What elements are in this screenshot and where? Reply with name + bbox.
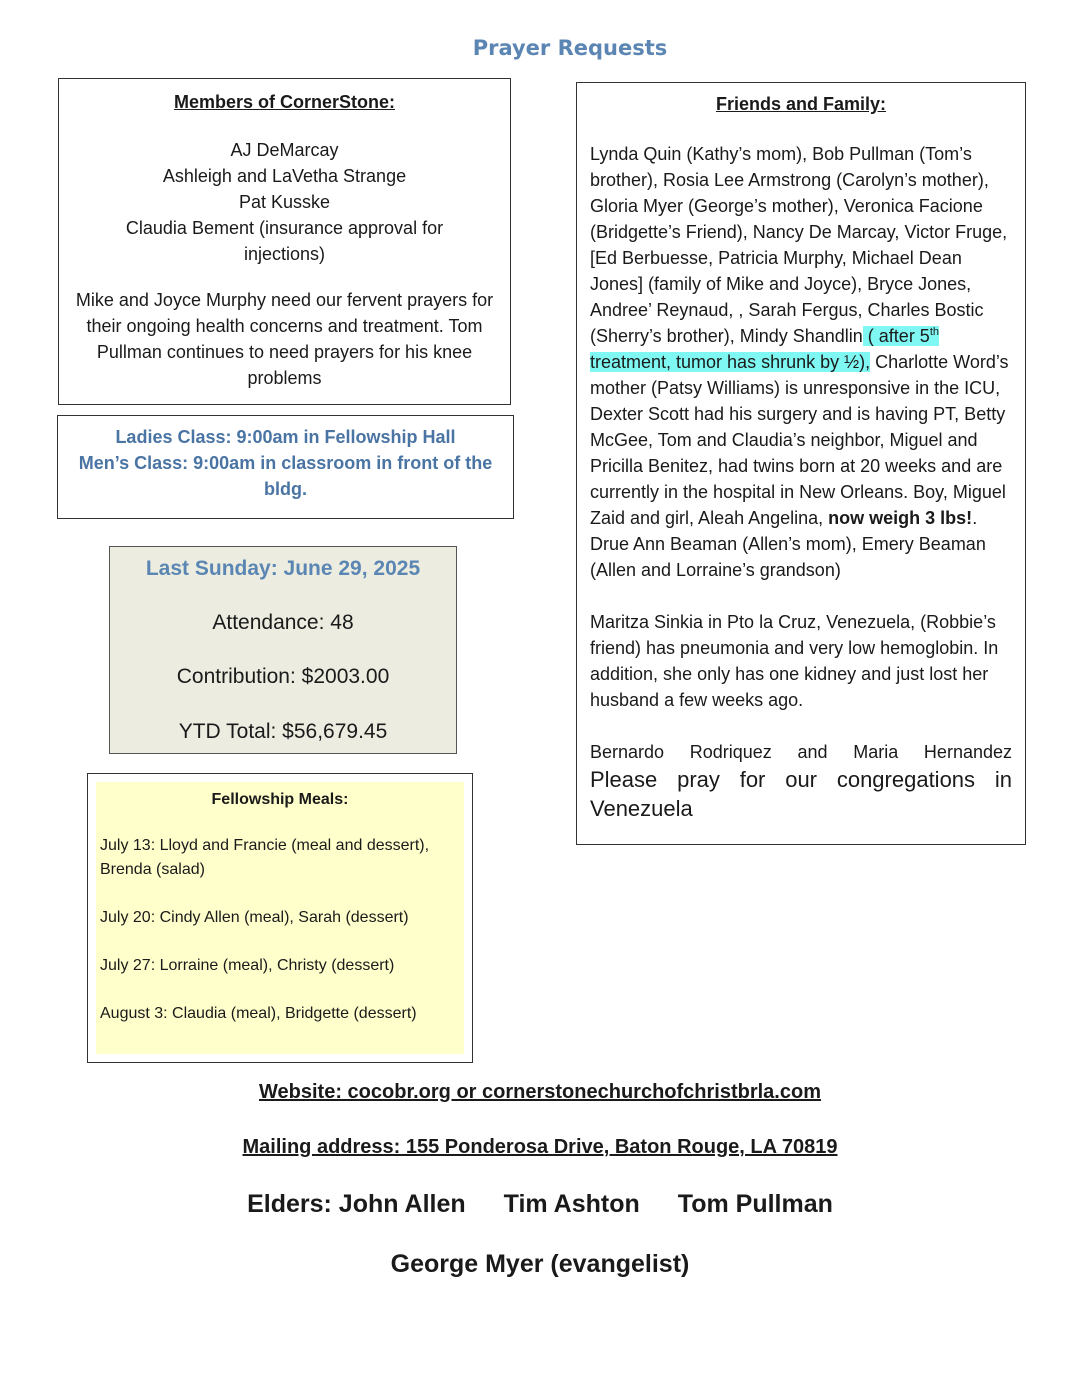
friends-paragraph-3: Bernardo Rodriquez and Maria Hernandez — [590, 742, 1012, 762]
meal-item: July 20: Cindy Allen (meal), Sarah (dessert) — [100, 909, 409, 926]
member-name: Claudia Bement (insurance approval for injections) — [125, 218, 444, 264]
friends-text: . Drue Ann Beaman (Allen’s mom), Emery Beaman (Allen and Lorraine’s grandson) — [590, 508, 986, 580]
friends-heading: Friends and Family: — [715, 94, 887, 114]
meals-heading: Fellowship Meals: — [211, 791, 349, 808]
ladies-class: Ladies Class: 9:00am in Fellowship Hall — [115, 427, 456, 447]
attendance: Attendance: 48 — [212, 611, 354, 634]
elder-name: Tom Pullman — [677, 1190, 833, 1218]
friends-paragraph-2: Maritza Sinkia in Pto la Cruz, Venezuela, (Robbie’s friend) has pneumonia and very low hemoglobin. In addition, she only has one kidney and just lost her husband a few weeks ago. — [590, 612, 999, 710]
members-paragraph: Mike and Joyce Murphy need our fervent prayers for their ongoing health concerns and treatment. Tom Pullman continues to need prayers for his knee problems — [75, 290, 494, 388]
member-name: Pat Kusske — [238, 192, 331, 212]
friends-paragraph — [590, 141, 1012, 583]
member-name: AJ DeMarcay — [230, 140, 339, 160]
members-box — [58, 78, 511, 405]
members-list — [71, 137, 498, 267]
website-line: Website: cocobr.org or cornerstonechurchofchristbrla.com — [259, 1081, 821, 1103]
last-sunday-date: Last Sunday: June 29, 2025 — [145, 557, 421, 580]
member-name: Ashleigh and LaVetha Strange — [162, 166, 407, 186]
friends-text: Lynda Quin (Kathy’s mom), Bob Pullman (Tom’s brother), Rosia Lee Armstrong (Carolyn’s mother), Gloria Myer (George’s mother), Veronica Facione (Bridgette’s Friend), Nancy De Marcay, Victor Fruge, [Ed Berbuesse, Patricia Murphy, Michael Dean Jones] (family of Mike and Joyce), Bryce Jones, Andree’ Reynaud, , Sarah Fergus, Charles Bostic (Sherry’s brother), Mindy Shandlin — [590, 144, 1008, 346]
highlighted-update: ( after 5th treatment, tumor has shrunk by ½), — [590, 326, 940, 372]
page-title: Prayer Requests — [472, 36, 668, 60]
members-heading: Members of CornerStone: — [173, 92, 396, 112]
fellowship-meals-box — [87, 773, 473, 1063]
meal-item: July 27: Lorraine (meal), Christy (dessert) — [100, 957, 395, 974]
friends-family-box — [576, 82, 1026, 845]
bold-update: now weigh 3 lbs! — [828, 508, 973, 528]
meal-item: August 3: Claudia (meal), Bridgette (dessert) — [100, 1005, 417, 1022]
evangelist-line: George Myer (evangelist) — [390, 1250, 690, 1278]
mens-class: Men’s Class: 9:00am in classroom in front of the bldg. — [78, 453, 493, 499]
elder-name: Tim Ashton — [503, 1190, 640, 1218]
friends-text: Charlotte Word’s mother (Patsy Williams) is unresponsive in the ICU, Dexter Scott had his surgery and is having PT, Betty McGee, Tom and Claudia’s neighbor, Miguel and Pricilla Benitez, had twins born at 20 weeks and are currently in the hospital in New Orleans. Boy, Miguel Zaid and girl, Aleah Angelina, — [590, 352, 1009, 528]
contribution: Contribution: $2003.00 — [176, 665, 390, 688]
ytd-total: YTD Total: $56,679.45 — [178, 720, 388, 743]
friends-paragraph-4: Please pray for our congregations in Venezuela — [590, 767, 1012, 821]
classes-box — [57, 415, 514, 519]
mailing-address: Mailing address: 155 Ponderosa Drive, Baton Rouge, LA 70819 — [242, 1136, 838, 1158]
attendance-box — [109, 546, 457, 754]
meal-item: July 13: Lloyd and Francie (meal and dessert), Brenda (salad) — [100, 837, 430, 878]
elder-name: Elders: John Allen — [247, 1190, 466, 1218]
elders-line — [0, 1190, 1080, 1219]
